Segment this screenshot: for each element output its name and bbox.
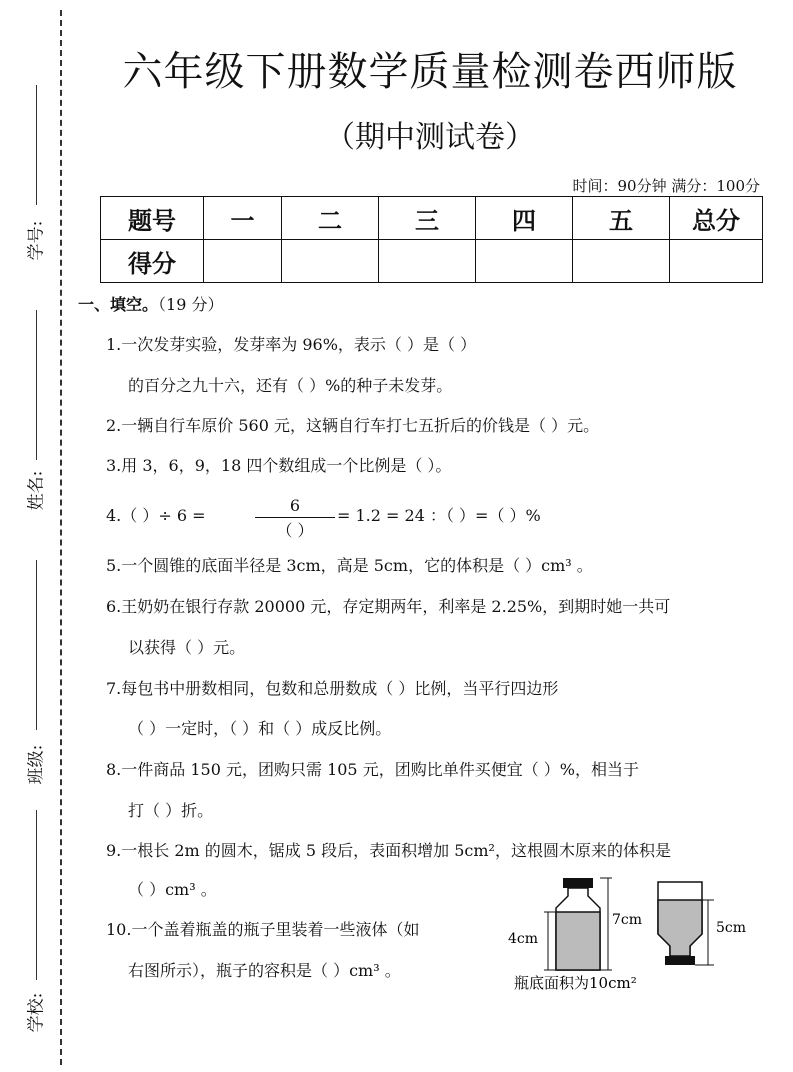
page-subtitle: （期中测试卷）	[325, 120, 535, 155]
question-4-part-1: 4.（ ）÷ 6 =	[106, 506, 206, 525]
class-label: 班级:	[26, 744, 47, 785]
header-cell: 题号	[101, 197, 204, 240]
question-5: 5.一个圆锥的底面半径是 3cm，高是 5cm，它的体积是（ ）cm³ 。	[106, 556, 593, 575]
question-1-line-1: 1.一次发芽实验，发芽率为 96%，表示（ ）是（ ）	[106, 335, 477, 354]
inverted-bottle-liquid	[658, 900, 702, 956]
class-line	[36, 560, 37, 730]
score-cell[interactable]	[573, 240, 670, 283]
bottle-liquid	[556, 912, 600, 970]
header-cell: 四	[476, 197, 573, 240]
header-cell: 一	[204, 197, 282, 240]
score-cell[interactable]	[476, 240, 573, 283]
question-4-denominator: （ ）	[276, 521, 314, 540]
header-cell: 三	[379, 197, 476, 240]
question-6-line-2: 以获得（ ）元。	[128, 638, 246, 657]
question-8-line-1: 8.一件商品 150 元，团购只需 105 元，团购比单件买便宜（ ）%，相当于	[106, 760, 639, 779]
name-label: 姓名:	[26, 470, 47, 511]
inverted-bottle-cap	[665, 956, 695, 965]
label-4cm: 4cm	[508, 931, 539, 947]
name-line	[36, 310, 37, 460]
header-cell: 二	[282, 197, 379, 240]
student-no-label: 学号:	[26, 220, 47, 261]
question-9-line-2: （ ）cm³ 。	[128, 880, 217, 899]
binding-dashed-line	[60, 10, 62, 1065]
score-table-score-row	[101, 240, 763, 283]
question-3: 3.用 3，6，9，18 四个数组成一个比例是（ ）。	[106, 456, 452, 475]
question-6-line-1: 6.王奶奶在银行存款 20000 元，存定期两年，利率是 2.25%，到期时她一共可	[106, 597, 671, 616]
question-4-numerator: 6	[289, 496, 301, 515]
score-cell[interactable]	[282, 240, 379, 283]
question-8-line-2: 打（ ）折。	[128, 801, 214, 820]
score-table-header-row	[101, 197, 763, 240]
figure-caption: 瓶底面积为10cm²	[514, 974, 637, 992]
score-cell[interactable]	[379, 240, 476, 283]
student-no-line	[36, 85, 37, 205]
label-7cm: 7cm	[612, 912, 643, 928]
score-cell[interactable]	[204, 240, 282, 283]
section-title-text: 一、填空。	[78, 295, 159, 314]
section-title	[78, 292, 223, 315]
header-cell: 总分	[670, 197, 763, 240]
question-10-line-2: 右图所示），瓶子的容积是（ ）cm³ 。	[128, 961, 401, 980]
question-7-line-1: 7.每包书中册数相同，包数和总册数成（ ）比例，当平行四边形	[106, 679, 559, 698]
section-points: （19 分）	[158, 295, 224, 314]
label-5cm: 5cm	[716, 920, 747, 936]
question-2: 2.一辆自行车原价 560 元，这辆自行车打七五折后的价钱是（ ）元。	[106, 416, 600, 435]
page-title: 六年级下册数学质量检测卷西师版	[122, 49, 738, 95]
score-cell[interactable]	[670, 240, 763, 283]
question-9-line-1: 9.一根长 2m 的圆木，锯成 5 段后，表面积增加 5cm²，这根圆木原来的体积是	[106, 841, 671, 860]
school-line	[36, 810, 37, 980]
question-4-part-2: = 1.2 = 24 ：（ ）=（ ）%	[337, 506, 541, 525]
time-info: 时间：90分钟 满分：100分	[572, 177, 760, 195]
score-table	[100, 196, 763, 283]
header-cell: 五	[573, 197, 670, 240]
school-label: 学校:	[26, 992, 47, 1033]
question-10-line-1: 10.一个盖着瓶盖的瓶子里装着一些液体（如	[106, 920, 420, 939]
question-1-line-2: 的百分之九十六，还有（ ）%的种子未发芽。	[128, 376, 453, 395]
bottle-figure	[500, 870, 770, 1000]
score-row-label: 得分	[101, 240, 204, 283]
bottle-cap	[563, 878, 593, 888]
question-7-line-2: （ ）一定时，（ ）和（ ）成反比例。	[128, 719, 392, 738]
